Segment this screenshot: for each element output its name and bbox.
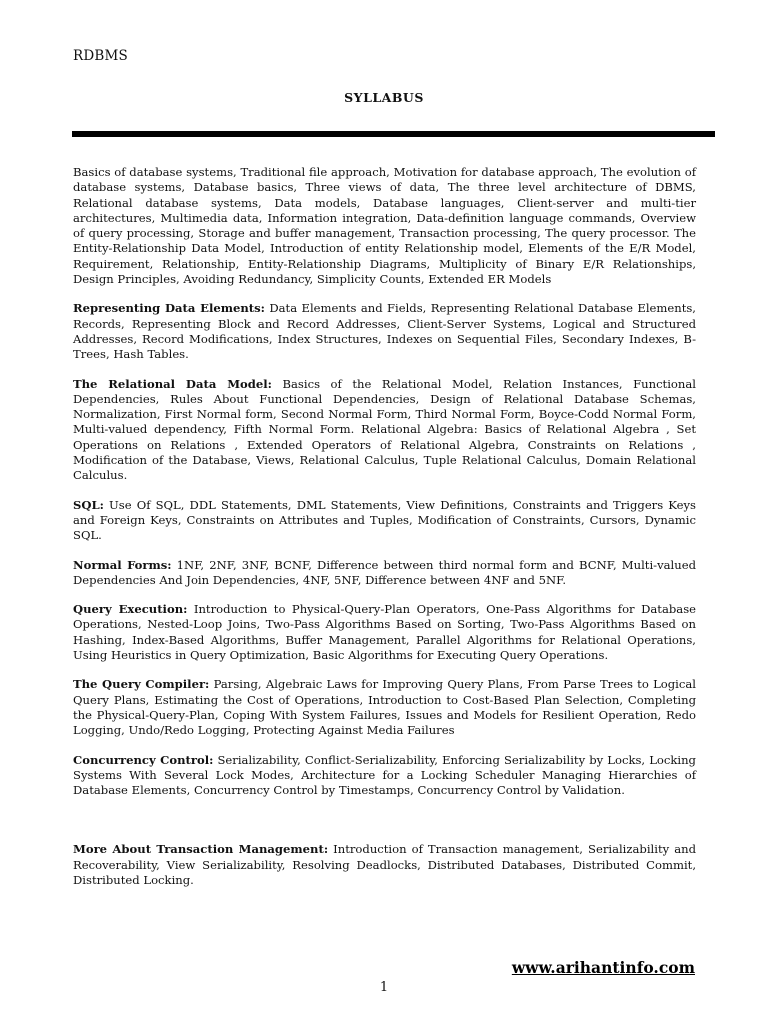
- website-link[interactable]: www.arihantinfo.com: [511, 958, 695, 977]
- section-text: Use Of SQL, DDL Statements, DML Statements, View Definitions, Constraints and Triggers Keys and Foreign Keys, Constraints on Attributes and Tuples, Modification of Constraints, Cursors, Dynamic SQL.: [73, 497, 696, 543]
- section-heading: Normal Forms:: [73, 557, 172, 572]
- section-text: Data Elements and Fields, Representing Relational Database Elements, Records, Representing Block and Record Addresses, Client-Server Systems, Logical and Structured Addresses, Record Modifications, Index Structures, Indexes on Sequential Files, Secondary Indexes, B-Trees, Hash Tables.: [73, 301, 696, 362]
- section-heading: SQL:: [73, 497, 104, 512]
- section-basics: [73, 165, 696, 287]
- document-header-label: RDBMS: [73, 48, 128, 64]
- section-text: 1NF, 2NF, 3NF, BCNF, Difference between third normal form and BCNF, Multi-valued Dependencies And Join Dependencies, 4NF, 5NF, Difference between 4NF and 5NF.: [73, 557, 696, 587]
- section-transaction-management: [73, 842, 696, 888]
- title-divider: [72, 131, 715, 137]
- section-text: Serializability, Conflict-Serializability, Enforcing Serializability by Locks, Locking Systems With Several Lock Modes, Architecture for a Locking Scheduler Managing Hierarchies of Database Elements, Concurrency Control by Timestamps, Concurrency Control by Validation.: [73, 752, 696, 798]
- section-heading: Representing Data Elements:: [73, 301, 265, 316]
- section-sql: [73, 498, 696, 544]
- section-heading: More About Transaction Management:: [73, 842, 329, 857]
- section-heading: The Query Compiler:: [73, 677, 210, 692]
- section-relational-data-model: [73, 377, 696, 484]
- section-query-execution: [73, 602, 696, 663]
- section-concurrency-control: [73, 753, 696, 799]
- section-normal-forms: [73, 558, 696, 589]
- page-number: 1: [379, 980, 389, 995]
- section-text: Introduction of Transaction management, Serializability and Recoverability, View Serializability, Resolving Deadlocks, Distributed Databases, Distributed Commit, Distributed Locking.: [73, 842, 696, 887]
- section-text: Introduction to Physical-Query-Plan Operators, One-Pass Algorithms for Database Operations, Nested-Loop Joins, Two-Pass Algorithms Based on Sorting, Two-Pass Algorithms Based on Hashing, Index-Based Algorithms, Buffer Management, Parallel Algorithms for Relational Operations, Using Heuristics in Query Optimization, Basic Algorithms for Executing Query Operations.: [73, 602, 696, 663]
- section-text: Basics of the Relational Model, Relation Instances, Functional Dependencies, Rules About Functional Dependencies, Design of Relational Database Schemas, Normalization, First Normal form, Second Normal Form, Third Normal Form, Boyce-Codd Normal Form, Multi-valued dependency, Fifth Normal Form. Relational Algebra: Basics of Relational Algebra , Set Operations on Relations , Extended Operators of Relational Algebra, Constraints on Relations , Modification of the Database, Views, Relational Calculus, Tuple Relational Calculus, Domain Relational Calculus.: [73, 376, 696, 483]
- section-heading: Concurrency Control:: [73, 752, 214, 767]
- section-text: Parsing, Algebraic Laws for Improving Query Plans, From Parse Trees to Logical Query Plans, Estimating the Cost of Operations, Introduction to Cost-Based Plan Selection, Completing the Physical-Query-Plan, Coping With System Failures, Issues and Models for Resilient Operation, Redo Logging, Undo/Redo Logging, Protecting Against Media Failures: [73, 677, 696, 738]
- section-heading: Query Execution:: [73, 602, 188, 617]
- syllabus-content: [73, 165, 696, 902]
- section-heading: The Relational Data Model:: [73, 376, 272, 391]
- section-representing-data-elements: [73, 301, 696, 362]
- section-query-compiler: [73, 677, 696, 738]
- page-title: SYLLABUS: [344, 90, 424, 105]
- section-text: Basics of database systems, Traditional file approach, Motivation for database approach, The evolution of database systems, Database basics, Three views of data, The three level architecture of DBMS, Relational database systems, Data models, Database languages, Client-server and multi-tier architectures, Multimedia data, Information integration, Data-definition language commands, Overview of query processing, Storage and buffer management, Transaction processing, The query processor. The Entity-Relationship Data Model, Introduction of entity Relationship model, Elements of the E/R Model, Requirement, Relationship, Entity-Relationship Diagrams, Multiplicity of Binary E/R Relationships, Design Principles, Avoiding Redundancy, Simplicity Counts, Extended ER Models: [73, 165, 696, 287]
